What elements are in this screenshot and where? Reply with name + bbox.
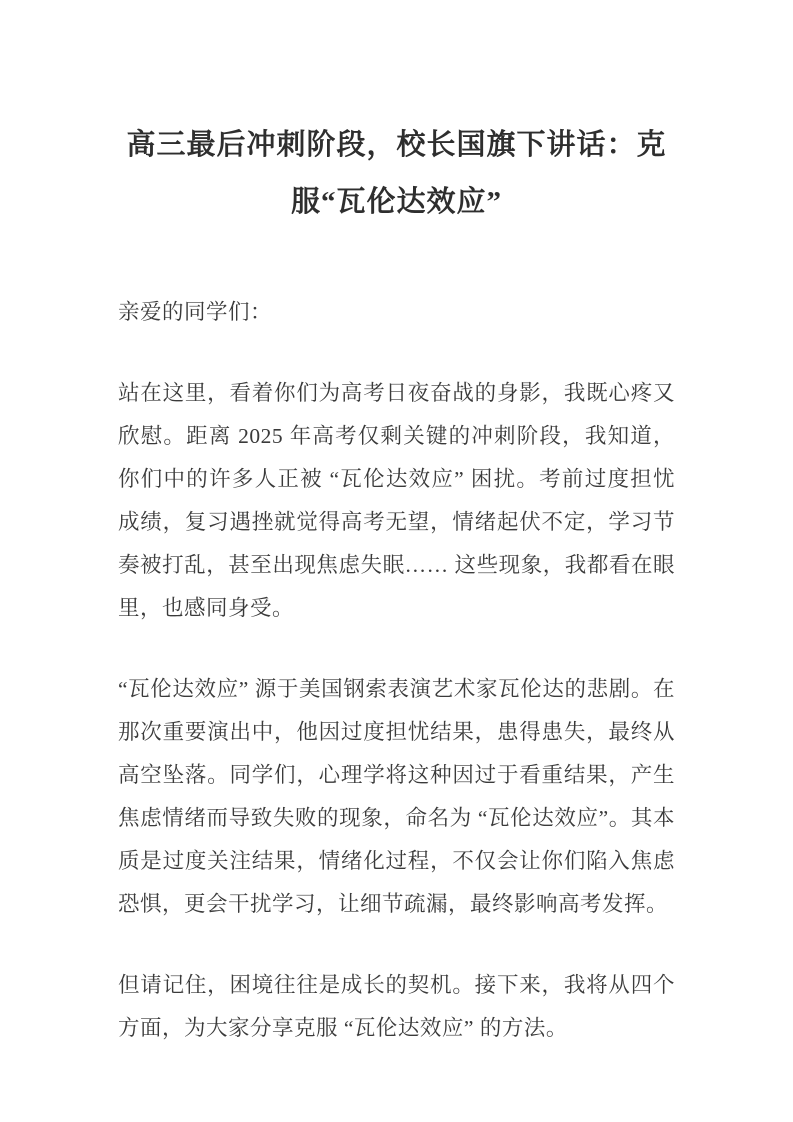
paragraph-intro: 站在这里，看着你们为高考日夜奋战的身影，我既心疼又欣慰。距离 2025 年高考仅剩关键的冲刺阶段，我知道，你们中的许多人正被 “瓦伦达效应” 困扰。考前过度担忧成绩，复习遇挫就觉得高考无望，情绪起伏不定，学习节奏被打乱，甚至出现焦虑失眠…… 这些现象，我都看在眼里，也感同身受。 [118,381,675,620]
paragraph-walenda-effect-origin: “瓦伦达效应” 源于美国钢索表演艺术家瓦伦达的悲剧。在那次重要演出中，他因过度担忧结果，患得患失，最终从高空坠落。同学们，心理学将这种因过于看重结果，产生焦虑情绪而导致失败的现象，命名为 “瓦伦达效应”。其本质是过度关注结果，情绪化过程，不仅会让你们陷入焦虑恐惧，更会干扰学习，让细节疏漏，最终影响高考发挥。 [118,677,675,916]
paragraph-transition: 但请记住，困境往往是成长的契机。接下来，我将从四个方面，为大家分享克服 “瓦伦达效应” 的方法。 [118,973,675,1040]
document-title: 高三最后冲刺阶段，校长国旗下讲话：克服“瓦伦达效应” [126,129,667,218]
greeting-line: 亲爱的同学们： [118,300,273,324]
